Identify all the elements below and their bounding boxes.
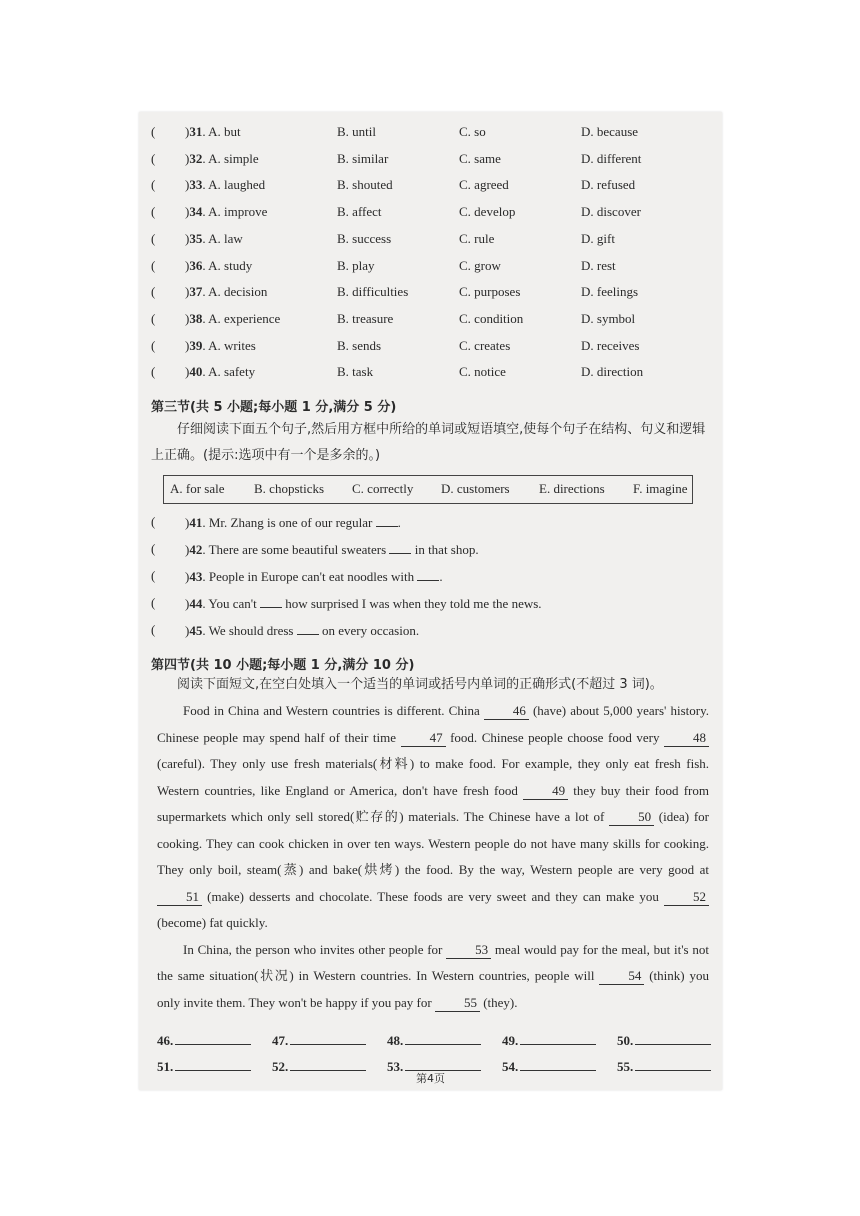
blank-line[interactable] (260, 595, 282, 608)
option-d: D. receives (581, 337, 640, 353)
option-d: D. because (581, 124, 639, 139)
passage-text: (careful). They only use fresh materials(材料) to make food. For example, they only eat fresh fish. Western countries, like England or America, don't have fresh food (157, 756, 709, 798)
answer-paren[interactable]: ( (151, 337, 156, 353)
question-options-a: )36. A. study (185, 257, 253, 273)
option-d: D. rest (581, 257, 616, 273)
answer-slot: 51. (157, 1058, 251, 1075)
option-row (151, 338, 722, 364)
answer-slot: 55. (617, 1058, 711, 1075)
fill-question: ( )45. We should dress on every occasion. (151, 622, 420, 638)
page-number: 第4页 (416, 1072, 445, 1085)
answer-slot: 54. (502, 1058, 596, 1075)
fill-question: ( )43. People in Europe can't eat noodles with . (151, 568, 443, 584)
option-row (151, 364, 722, 390)
answer-slot: 49. (502, 1032, 596, 1049)
passage-text: meal would pay for the meal, but it's not the same situation(状况) in Western countries. In Western countries, people will (157, 941, 709, 983)
option-d: D. refused (581, 177, 636, 193)
option-row (151, 124, 722, 150)
passage-gap[interactable]: 55 (435, 995, 480, 1012)
section4-instruction: 阅读下面短文,在空白处填入一个适当的单词或括号内单词的正确形式(不超过 3 词)。 (177, 677, 663, 692)
passage-text: (make) desserts and chocolate. These foods are very sweet and they can make you (202, 888, 664, 904)
option-row (151, 311, 722, 337)
fill-question: ( )44. You can't how surprised I was when they told me the news. (151, 595, 542, 611)
answer-slot: 48. (387, 1032, 481, 1049)
passage-gap[interactable]: 52 (664, 889, 709, 906)
question-options-a: )39. A. writes (185, 337, 256, 353)
passage-gap[interactable]: 47 (401, 730, 446, 747)
passage-text: (idea) for cooking. They can cook chicken in over ten ways. Western people do not have many skills for cooking. They only boil, steam(蒸) and bake(烘烤) the food. By the way, Western people are very good at (157, 809, 710, 877)
question-options-a: )35. A. law (185, 230, 243, 246)
answer-line[interactable] (520, 1032, 596, 1045)
fill-question: ( )41. Mr. Zhang is one of our regular . (151, 514, 401, 530)
passage-paragraph-1 (157, 698, 709, 937)
answer-slot: 53. (387, 1058, 481, 1075)
option-row (151, 177, 722, 203)
passage-text: food. Chinese people choose food very (445, 729, 665, 745)
option-row (151, 231, 722, 257)
option-row (151, 151, 722, 177)
option-c: C. so (459, 124, 486, 139)
passage-gap[interactable]: 48 (664, 730, 709, 747)
option-b: B. success (337, 230, 392, 246)
question-options-a: )31. A. but (185, 124, 241, 139)
exam-page (139, 112, 722, 1090)
question-options-a: )33. A. laughed (185, 177, 266, 193)
option-d: D. gift (581, 230, 615, 246)
answer-paren[interactable]: ( (151, 257, 156, 273)
passage-gap[interactable]: 46 (484, 703, 529, 720)
passage-text: (think) you only invite them. They won't be happy if you pay for (157, 968, 709, 1010)
question-options-a: )32. A. simple (185, 150, 259, 166)
section4-title: 第四节(共 10 小题;每小题 1 分,满分 10 分) (151, 658, 415, 673)
option-c: C. notice (459, 364, 506, 380)
question-options-a: )34. A. improve (185, 204, 268, 220)
question-options-a: )38. A. experience (185, 310, 281, 326)
option-b: B. task (337, 364, 374, 380)
option-d: D. discover (581, 204, 641, 220)
answer-line[interactable] (290, 1032, 366, 1045)
option-c: C. agreed (459, 177, 509, 193)
word-option: B. chopsticks (254, 481, 325, 496)
option-row (151, 258, 722, 284)
answer-line[interactable] (175, 1032, 251, 1045)
option-d: D. symbol (581, 310, 636, 326)
option-b: B. treasure (337, 310, 394, 326)
answer-line[interactable] (405, 1032, 481, 1045)
answer-slot: 50. (617, 1032, 711, 1049)
passage-text: (have) about 5,000 years' history. Chinese people may spend half of their time (157, 703, 709, 745)
passage-gap[interactable]: 54 (599, 968, 644, 985)
answer-paren[interactable]: ( (151, 310, 156, 326)
passage-gap[interactable]: 53 (446, 942, 491, 959)
word-option: A. for sale (170, 481, 225, 496)
passage-text: In China, the person who invites other people for (183, 941, 447, 957)
option-b: B. until (337, 124, 377, 139)
option-b: B. shouted (337, 177, 393, 193)
answer-paren[interactable]: ( (151, 514, 156, 529)
passage-gap[interactable]: 51 (157, 889, 202, 906)
fill-question: ( )42. There are some beautiful sweaters in that shop. (151, 541, 479, 557)
option-d: D. direction (581, 364, 644, 380)
option-b: B. sends (337, 337, 382, 353)
answer-paren[interactable]: ( (151, 595, 156, 610)
answer-paren[interactable]: ( (151, 364, 156, 380)
answer-slot: 47. (272, 1032, 366, 1049)
passage-text: they buy their food from supermarkets which only sell stored(贮存的) materials. The Chinese have a lot of (157, 782, 709, 824)
blank-line[interactable] (376, 514, 398, 527)
blank-line[interactable] (297, 622, 319, 635)
section3-title: 第三节(共 5 小题;每小题 1 分,满分 5 分) (151, 400, 397, 415)
option-b: B. difficulties (337, 284, 409, 300)
passage-gap[interactable]: 49 (523, 783, 568, 800)
word-option: D. customers (441, 481, 510, 496)
answer-paren[interactable]: ( (151, 284, 156, 300)
question-options-a: )40. A. safety (185, 364, 256, 380)
question-options-a: )37. A. decision (185, 284, 268, 300)
option-c: C. condition (459, 310, 524, 326)
option-b: B. affect (337, 204, 382, 220)
answer-paren[interactable]: ( (151, 541, 156, 556)
answer-paren[interactable]: ( (151, 150, 156, 166)
option-c: C. creates (459, 337, 511, 353)
answer-slot: 52. (272, 1058, 366, 1075)
option-c: C. same (459, 150, 501, 166)
option-row (151, 204, 722, 230)
passage-paragraph-2 (157, 937, 709, 1017)
section3-instruction: 仔细阅读下面五个句子,然后用方框中所给的单词或短语填空,使每个句子在结构、句义和逻辑上正确。(提示:选项中有一个是多余的。) (151, 422, 706, 463)
option-c: C. develop (459, 204, 516, 220)
option-b: B. similar (337, 150, 389, 166)
word-box (163, 475, 693, 504)
option-row (151, 284, 722, 310)
word-option: C. correctly (352, 481, 414, 496)
option-d: D. different (581, 150, 642, 166)
passage-gap[interactable]: 50 (609, 809, 654, 826)
answer-slot: 46. (157, 1032, 251, 1049)
answer-paren[interactable]: ( (151, 177, 156, 193)
option-c: C. grow (459, 257, 501, 273)
passage-text: (they). (479, 994, 518, 1010)
option-d: D. feelings (581, 284, 639, 300)
answer-paren[interactable]: ( (151, 230, 156, 246)
option-c: C. rule (459, 230, 495, 246)
answer-paren[interactable]: ( (151, 622, 156, 637)
blank-line[interactable] (389, 541, 411, 554)
option-b: B. play (337, 257, 375, 273)
answer-paren[interactable]: ( (151, 204, 156, 220)
reading-passage (157, 698, 709, 1016)
option-c: C. purposes (459, 284, 521, 300)
answer-paren[interactable]: ( (151, 124, 156, 139)
word-option: E. directions (539, 481, 605, 496)
answer-paren[interactable]: ( (151, 568, 156, 583)
blank-line[interactable] (417, 568, 439, 581)
passage-text: Food in China and Western countries is different. China (183, 703, 484, 718)
word-option: F. imagine (633, 481, 688, 496)
answer-row-1 (157, 1032, 717, 1056)
answer-line[interactable] (635, 1032, 711, 1045)
passage-text: (become) fat quickly. (157, 915, 268, 930)
